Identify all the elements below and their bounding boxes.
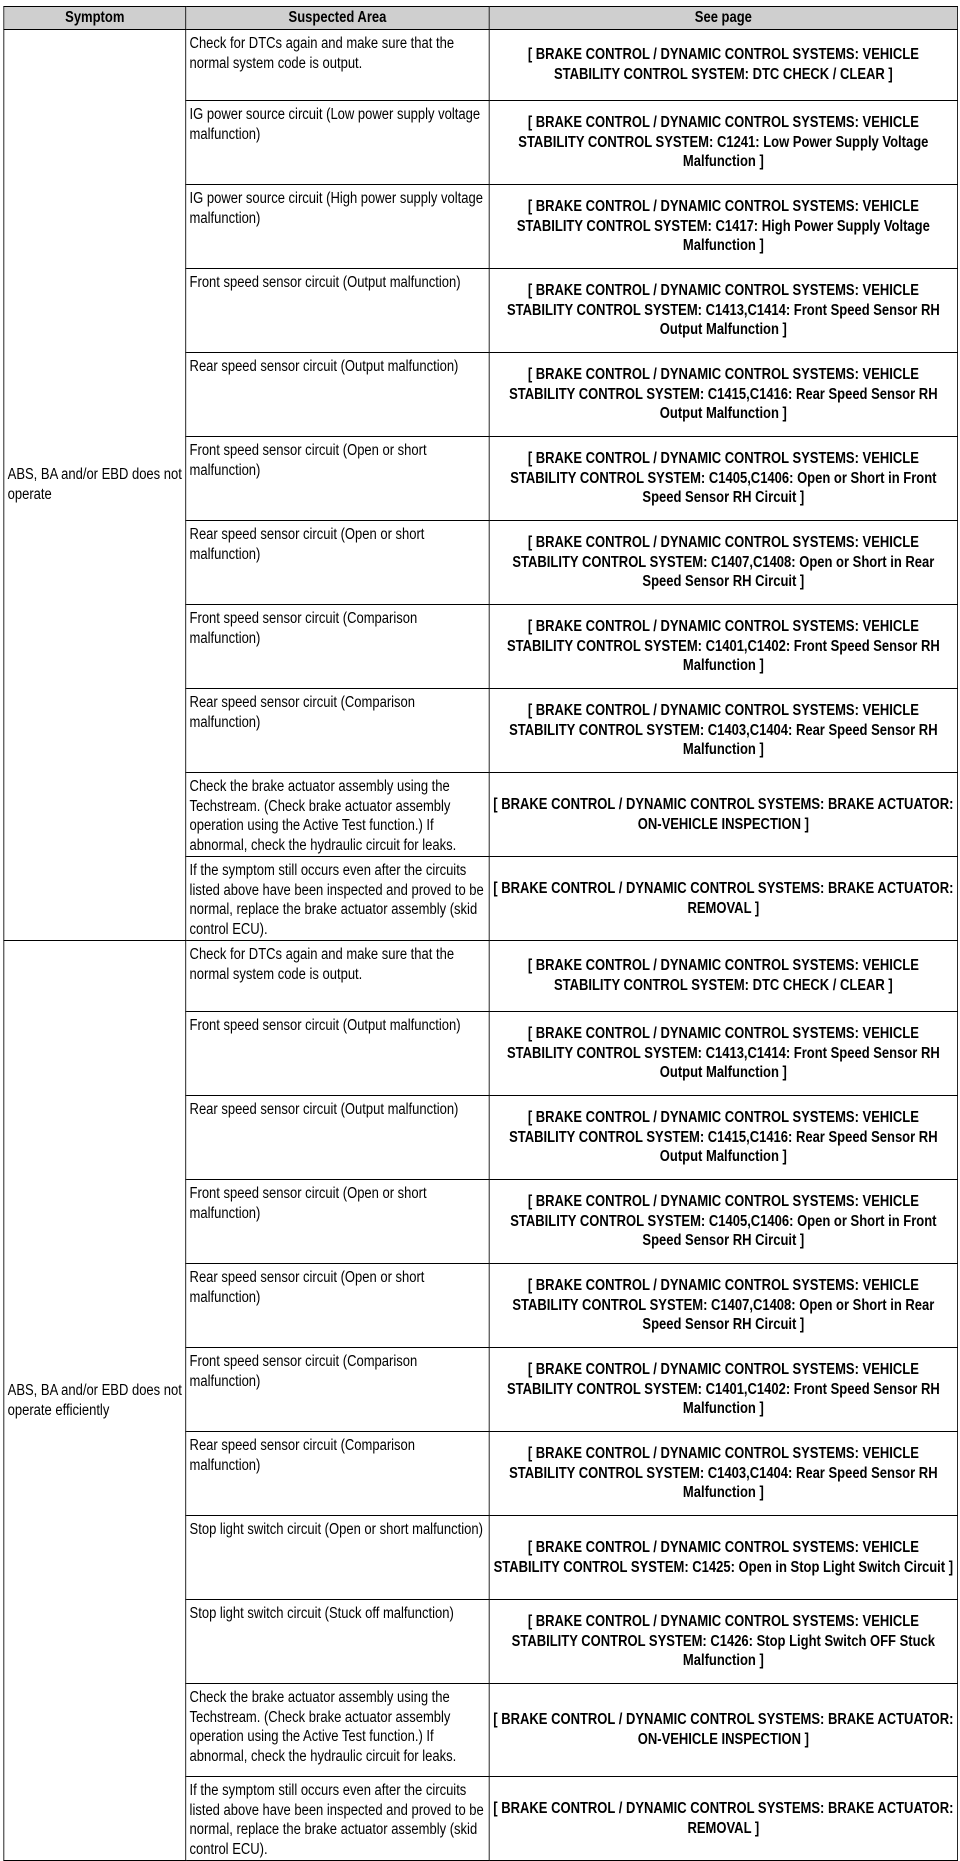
see-page-link[interactable]: [ BRAKE CONTROL / DYNAMIC CONTROL SYSTEMS: VEHICLE STABILITY CONTROL SYSTEM: C1407,C1408: Open or Short in Rear Speed Sensor RH Circuit ] — [512, 1277, 935, 1334]
suspected-area-text: Front speed sensor circuit (Output malfunction) — [189, 274, 461, 291]
header-symptom: Symptom — [4, 7, 186, 30]
see-page-link[interactable]: [ BRAKE CONTROL / DYNAMIC CONTROL SYSTEMS: VEHICLE STABILITY CONTROL SYSTEM: C1405,C1406: Open or Short in Front Speed Sensor RH Circuit ] — [510, 1193, 937, 1250]
see-page-link[interactable]: [ BRAKE CONTROL / DYNAMIC CONTROL SYSTEMS: VEHICLE STABILITY CONTROL SYSTEM: C1415,C1416: Rear Speed Sensor RH Output Malfunction ] — [509, 366, 938, 423]
see-page-cell — [489, 1180, 957, 1264]
suspected-area-cell — [186, 30, 489, 101]
suspected-area-text: Stop light switch circuit (Open or short malfunction) — [189, 1521, 483, 1538]
see-page-cell — [489, 1348, 957, 1432]
suspected-area-cell — [186, 521, 489, 605]
suspected-area-text: If the symptom still occurs even after the circuits listed above have been inspected and proved to be normal, replace the brake actuator assembly (skid control ECU). — [189, 1782, 484, 1858]
see-page-link[interactable]: [ BRAKE CONTROL / DYNAMIC CONTROL SYSTEMS: VEHICLE STABILITY CONTROL SYSTEM: C1403,C1404: Rear Speed Sensor RH Malfunction ] — [509, 702, 938, 759]
suspected-area-text: Front speed sensor circuit (Open or short malfunction) — [189, 442, 427, 479]
suspected-area-text: IG power source circuit (High power supply voltage malfunction) — [189, 190, 483, 227]
see-page-link[interactable]: [ BRAKE CONTROL / DYNAMIC CONTROL SYSTEMS: VEHICLE STABILITY CONTROL SYSTEM: C1241: Low Power Supply Voltage Malfunction ] — [518, 114, 929, 171]
suspected-area-cell — [186, 1096, 489, 1180]
see-page-cell — [489, 1600, 957, 1684]
suspected-area-cell — [186, 941, 489, 1012]
suspected-area-cell — [186, 1348, 489, 1432]
symptom-text: ABS, BA and/or EBD does not operate efficiently — [7, 1381, 182, 1419]
suspected-area-cell — [186, 269, 489, 353]
see-page-link[interactable]: [ BRAKE CONTROL / DYNAMIC CONTROL SYSTEMS: VEHICLE STABILITY CONTROL SYSTEM: C1426: Stop Light Switch OFF Stuck Malfunction ] — [511, 1613, 936, 1670]
table-header-row — [4, 7, 958, 30]
suspected-area-cell — [186, 689, 489, 773]
symptom-text: ABS, BA and/or EBD does not operate — [7, 466, 182, 503]
see-page-link[interactable]: [ BRAKE CONTROL / DYNAMIC CONTROL SYSTEMS: BRAKE ACTUATOR: ON-VEHICLE INSPECTION ] — [493, 795, 954, 833]
see-page-link[interactable]: [ BRAKE CONTROL / DYNAMIC CONTROL SYSTEMS: VEHICLE STABILITY CONTROL SYSTEM: C1407,C1408: Open or Short in Rear Speed Sensor RH Circuit ] — [512, 534, 935, 591]
suspected-area-cell — [186, 1600, 489, 1684]
see-page-cell — [489, 773, 957, 857]
see-page-cell — [489, 857, 957, 941]
symptom-cell — [4, 941, 186, 1861]
see-page-link[interactable]: [ BRAKE CONTROL / DYNAMIC CONTROL SYSTEMS: VEHICLE STABILITY CONTROL SYSTEM: C1425: Open in Stop Light Switch Circuit ] — [493, 1538, 954, 1576]
suspected-area-text: Rear speed sensor circuit (Comparison malfunction) — [189, 1437, 416, 1474]
see-page-link[interactable]: [ BRAKE CONTROL / DYNAMIC CONTROL SYSTEMS: BRAKE ACTUATOR: REMOVAL ] — [493, 1799, 954, 1837]
suspected-area-cell — [186, 1777, 489, 1861]
suspected-area-cell — [186, 185, 489, 269]
see-page-link[interactable]: [ BRAKE CONTROL / DYNAMIC CONTROL SYSTEMS: VEHICLE STABILITY CONTROL SYSTEM: C1413,C1414: Front Speed Sensor RH Output Malfunction ] — [506, 1025, 940, 1082]
see-page-cell — [489, 1516, 957, 1600]
header-suspected-area: Suspected Area — [186, 7, 489, 30]
see-page-link[interactable]: [ BRAKE CONTROL / DYNAMIC CONTROL SYSTEMS: BRAKE ACTUATOR: REMOVAL ] — [493, 879, 954, 917]
suspected-area-text: Check the brake actuator assembly using the Techstream. (Check brake actuator assembly operation using the Active Test function.) If abnormal, check the hydraulic circuit for leaks. — [189, 1689, 457, 1765]
suspected-area-text: Rear speed sensor circuit (Comparison malfunction) — [189, 694, 416, 731]
see-page-cell — [489, 1432, 957, 1516]
see-page-cell — [489, 1096, 957, 1180]
see-page-cell — [489, 437, 957, 521]
suspected-area-cell — [186, 1012, 489, 1096]
see-page-link[interactable]: [ BRAKE CONTROL / DYNAMIC CONTROL SYSTEMS: VEHICLE STABILITY CONTROL SYSTEM: C1417: High Power Supply Voltage Malfunction ] — [516, 198, 930, 255]
see-page-cell — [489, 1264, 957, 1348]
suspected-area-cell — [186, 437, 489, 521]
suspected-area-cell — [186, 1432, 489, 1516]
suspected-area-text: Front speed sensor circuit (Comparison malfunction) — [189, 1353, 418, 1390]
see-page-link[interactable]: [ BRAKE CONTROL / DYNAMIC CONTROL SYSTEMS: VEHICLE STABILITY CONTROL SYSTEM: C1405,C1406: Open or Short in Front Speed Sensor RH Circuit ] — [510, 450, 937, 507]
see-page-link[interactable]: [ BRAKE CONTROL / DYNAMIC CONTROL SYSTEMS: VEHICLE STABILITY CONTROL SYSTEM: C1415,C1416: Rear Speed Sensor RH Output Malfunction ] — [509, 1109, 938, 1166]
suspected-area-cell — [186, 1516, 489, 1600]
see-page-link[interactable]: [ BRAKE CONTROL / DYNAMIC CONTROL SYSTEMS: VEHICLE STABILITY CONTROL SYSTEM: C1403,C1404: Rear Speed Sensor RH Malfunction ] — [509, 1445, 938, 1502]
suspected-area-text: Check the brake actuator assembly using the Techstream. (Check brake actuator assembly operation using the Active Test function.) If abnormal, check the hydraulic circuit for leaks. — [189, 778, 457, 854]
suspected-area-cell — [186, 605, 489, 689]
suspected-area-text: Front speed sensor circuit (Output malfunction) — [189, 1017, 461, 1034]
see-page-cell — [489, 353, 957, 437]
see-page-link[interactable]: [ BRAKE CONTROL / DYNAMIC CONTROL SYSTEMS: BRAKE ACTUATOR: ON-VEHICLE INSPECTION ] — [493, 1711, 954, 1748]
suspected-area-text: Front speed sensor circuit (Comparison malfunction) — [189, 610, 418, 647]
suspected-area-cell — [186, 857, 489, 941]
suspected-area-text: Front speed sensor circuit (Open or short malfunction) — [189, 1185, 427, 1222]
see-page-cell — [489, 521, 957, 605]
see-page-cell — [489, 1684, 957, 1777]
suspected-area-cell — [186, 1180, 489, 1264]
suspected-area-text: Rear speed sensor circuit (Output malfunction) — [189, 358, 459, 375]
see-page-cell — [489, 605, 957, 689]
see-page-cell — [489, 1012, 957, 1096]
see-page-cell — [489, 30, 957, 101]
suspected-area-text: Rear speed sensor circuit (Open or short malfunction) — [189, 1269, 425, 1306]
see-page-cell — [489, 941, 957, 1012]
suspected-area-cell — [186, 101, 489, 185]
suspected-area-text: If the symptom still occurs even after the circuits listed above have been inspected and proved to be normal, replace the brake actuator assembly (skid control ECU). — [189, 862, 484, 938]
see-page-cell — [489, 269, 957, 353]
header-see-page: See page — [489, 7, 957, 30]
see-page-link[interactable]: [ BRAKE CONTROL / DYNAMIC CONTROL SYSTEMS: VEHICLE STABILITY CONTROL SYSTEM: C1413,C1414: Front Speed Sensor RH Output Malfunction ] — [506, 282, 940, 339]
see-page-cell — [489, 101, 957, 185]
problem-symptoms-table — [3, 6, 958, 1861]
suspected-area-text: IG power source circuit (Low power supply voltage malfunction) — [189, 106, 481, 143]
suspected-area-text: Check for DTCs again and make sure that the normal system code is output. — [189, 946, 455, 983]
see-page-cell — [489, 1777, 957, 1861]
suspected-area-cell — [186, 773, 489, 857]
suspected-area-cell — [186, 1264, 489, 1348]
suspected-area-text: Stop light switch circuit (Stuck off malfunction) — [189, 1605, 454, 1622]
see-page-cell — [489, 185, 957, 269]
see-page-link[interactable]: [ BRAKE CONTROL / DYNAMIC CONTROL SYSTEMS: VEHICLE STABILITY CONTROL SYSTEM: C1401,C1402: Front Speed Sensor RH Malfunction ] — [506, 1361, 940, 1418]
see-page-cell — [489, 689, 957, 773]
suspected-area-text: Check for DTCs again and make sure that the normal system code is output. — [189, 35, 455, 72]
suspected-area-cell — [186, 1684, 489, 1777]
table-row — [4, 941, 958, 1012]
see-page-link[interactable]: [ BRAKE CONTROL / DYNAMIC CONTROL SYSTEMS: VEHICLE STABILITY CONTROL SYSTEM: DTC CHECK / CLEAR ] — [527, 46, 919, 83]
suspected-area-text: Rear speed sensor circuit (Open or short malfunction) — [189, 526, 425, 563]
symptom-cell — [4, 30, 186, 941]
suspected-area-text: Rear speed sensor circuit (Output malfunction) — [189, 1101, 459, 1118]
suspected-area-cell — [186, 353, 489, 437]
see-page-link[interactable]: [ BRAKE CONTROL / DYNAMIC CONTROL SYSTEMS: VEHICLE STABILITY CONTROL SYSTEM: C1401,C1402: Front Speed Sensor RH Malfunction ] — [506, 618, 940, 675]
table-row — [4, 30, 958, 101]
see-page-link[interactable]: [ BRAKE CONTROL / DYNAMIC CONTROL SYSTEMS: VEHICLE STABILITY CONTROL SYSTEM: DTC CHECK / CLEAR ] — [527, 957, 919, 994]
